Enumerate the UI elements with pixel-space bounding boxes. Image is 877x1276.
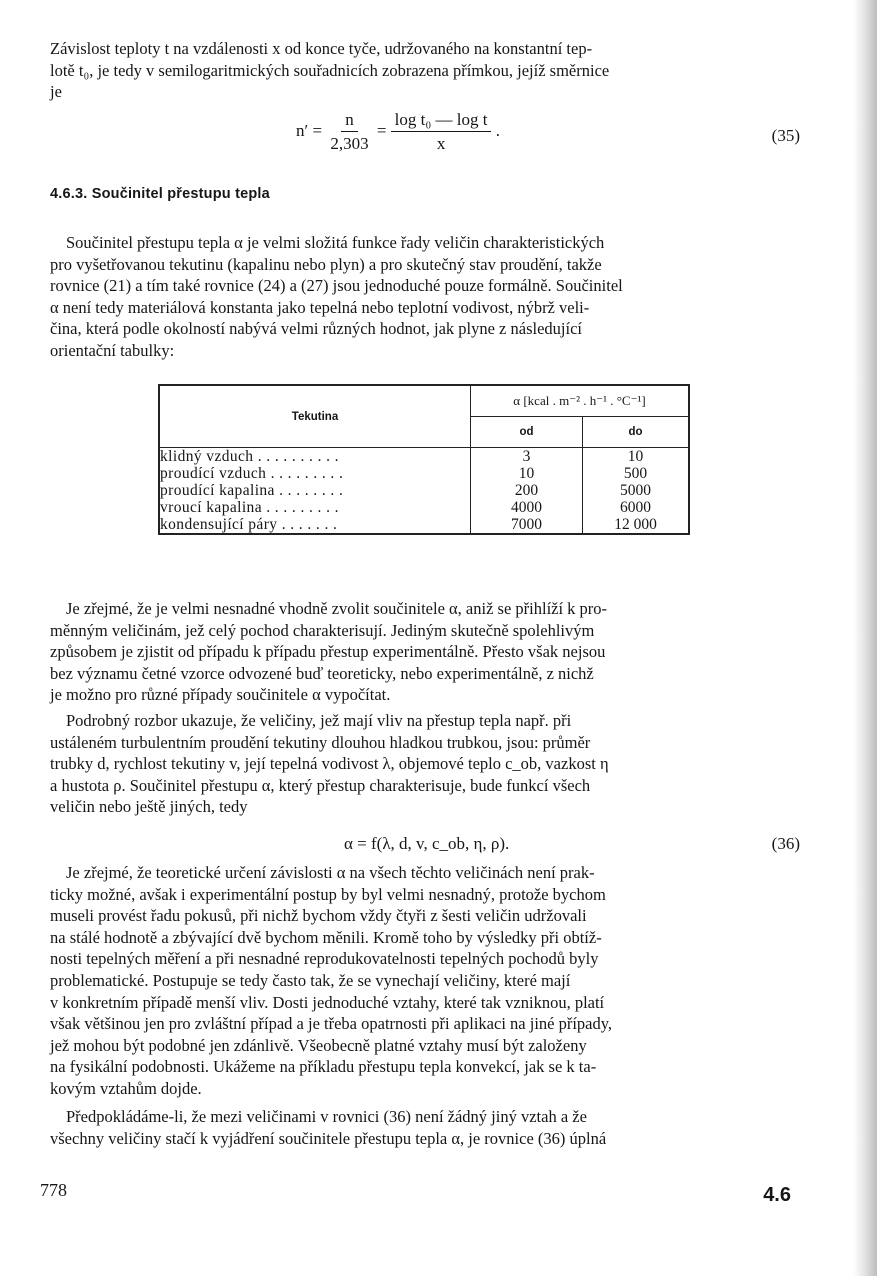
col-to-header: do bbox=[583, 417, 690, 448]
section-number: 4.6 bbox=[763, 1184, 791, 1206]
text-line: na fysikální podobnosti. Ukážeme na příkladu přestupu tepla konvekcí, jak se k ta- bbox=[50, 1057, 597, 1077]
fluid-name: klidný vzduch . . . . . . . . . . bbox=[160, 448, 339, 465]
text-line: bez významu četné vzorce odvozené buď teoreticky, nebo experimentálně, z nichž bbox=[50, 663, 594, 683]
intro-paragraph bbox=[50, 38, 794, 103]
alpha-from-value: 200 bbox=[514, 482, 539, 499]
page-edge-shadow bbox=[853, 0, 877, 1276]
paragraph-1 bbox=[50, 232, 794, 362]
eq35-period: . bbox=[495, 120, 500, 140]
text-line: Podrobný rozbor ukazuje, že veličiny, jež mají vliv na přestup tepla např. při bbox=[66, 711, 572, 730]
text-line: na stálé hodnotě a zbývající dvě bychom měnili. Kromě toho by výsledky při obtíž- bbox=[50, 927, 602, 947]
paragraph-3 bbox=[50, 710, 794, 818]
text-line: ticky možné, avšak i experimentální postup by byl velmi nesnadný, protože bychom bbox=[50, 884, 606, 904]
eq35-lhs: n′ = bbox=[296, 120, 323, 140]
text-line: je možno pro různé případy součinitele α vypočítat. bbox=[50, 685, 391, 705]
text-line: nosti tepelných měření a při nesnadné reprodukovatelnosti tepelných pochodů byly bbox=[50, 949, 599, 969]
section-heading: 4.6.3. Součinitel přestupu tepla bbox=[50, 186, 270, 202]
text-line: pro vyšetřovanou tekutinu (kapalinu nebo plyn) a pro skutečný stav proudění, takže bbox=[50, 254, 602, 274]
text-line: způsobem je zjistit od případu k případu přestup experimentálně. Přesto však nejsou bbox=[50, 642, 606, 662]
text-line: veličin nebo ještě jiných, tedy bbox=[50, 797, 248, 817]
text-line: problematické. Postupuje se tedy často tak, že se vynechají veličiny, které mají bbox=[50, 970, 571, 990]
text-line: rovnice (21) a tím také rovnice (24) a (27) jsou jednoduché pouze formálně. Součinitel bbox=[50, 276, 623, 296]
paragraph-4 bbox=[50, 862, 794, 1100]
text-line: Součinitel přestupu tepla α je velmi složitá funkce řady veličin charakteristických bbox=[66, 233, 605, 252]
col-from-header: od bbox=[471, 417, 583, 448]
text-line: jež mohou být podobné jen zdánlivě. Všeobecně platné vztahy musí být založeny bbox=[50, 1035, 587, 1055]
eq35-number: (35) bbox=[771, 126, 800, 145]
alpha-to-value: 10 bbox=[627, 448, 644, 465]
paragraph-2 bbox=[50, 598, 794, 706]
eq35-den1: 2,303 bbox=[330, 134, 369, 153]
alpha-table bbox=[158, 384, 690, 535]
text-line: a hustota ρ. Součinitel přestupu α, který přestup charakterisuje, bude funkcí všech bbox=[50, 775, 591, 795]
text-line: však většinou jen pro zvláštní případ a je třeba opatrnosti při aplikaci na jiné případy, bbox=[50, 1014, 613, 1034]
eq35-num1: n bbox=[341, 110, 358, 132]
paragraph-5 bbox=[50, 1106, 794, 1149]
text-line: museli provést řadu pokusů, při nichž bychom vždy čtyři z šesti veličin udržovali bbox=[50, 906, 587, 926]
eq35-equals: = bbox=[376, 120, 387, 140]
fluid-name: kondensující páry . . . . . . . bbox=[160, 516, 338, 533]
fluid-name: proudící vzduch . . . . . . . . . bbox=[160, 465, 344, 482]
text-line: trubky d, rychlost tekutiny v, její tepelná vodivost λ, objemové teplo c_ob, vazkost η bbox=[50, 754, 609, 774]
alpha-from-value: 4000 bbox=[511, 499, 542, 516]
alpha-from-value: 10 bbox=[518, 465, 535, 482]
alpha-from-value: 3 bbox=[522, 448, 531, 465]
alpha-to-value: 12 000 bbox=[614, 516, 657, 533]
eq36-formula: α = f(λ, d, v, c_ob, η, ρ). bbox=[344, 834, 510, 853]
text-line: lotě t₀, je tedy v semilogaritmických souřadnicích zobrazena přímkou, jejíž směrnice bbox=[50, 60, 610, 80]
text-line: Je zřejmé, že je velmi nesnadné vhodně zvolit součinitele α, aniž se přihlíží k pro- bbox=[66, 599, 608, 618]
col-fluid-header: Tekutina bbox=[159, 385, 471, 448]
text-line: v konkretním případě menší vliv. Dosti jednoduché vztahy, které tak vzniknou, platí bbox=[50, 992, 605, 1012]
eq35-fraction-1 bbox=[326, 110, 372, 154]
fluid-name-cell bbox=[159, 448, 471, 535]
text-line: orientační tabulky: bbox=[50, 340, 175, 360]
alpha-to-value: 6000 bbox=[620, 499, 651, 516]
alpha-to-value: 5000 bbox=[620, 482, 651, 499]
alpha-from-value: 7000 bbox=[511, 516, 542, 533]
eq35-den2: x bbox=[436, 134, 446, 153]
eq36-number: (36) bbox=[771, 834, 800, 853]
text-line: kovým vztahům dojde. bbox=[50, 1078, 202, 1098]
fluid-name: proudící kapalina . . . . . . . . bbox=[160, 482, 344, 499]
text-line: Předpokládáme-li, že mezi veličinami v rovnici (36) není žádný jiný vztah a že bbox=[66, 1107, 587, 1126]
alpha-to-value: 500 bbox=[623, 465, 648, 482]
fluid-name: vroucí kapalina . . . . . . . . . bbox=[160, 499, 339, 516]
from-values-cell bbox=[471, 448, 583, 535]
text-line: měnným veličinám, jež celý pochod charakterisují. Jediným skutečně spolehlivým bbox=[50, 620, 595, 640]
text-line: Je zřejmé, že teoretické určení závislosti α na všech těchto veličinách není prak- bbox=[66, 863, 595, 882]
to-values-cell bbox=[583, 448, 690, 535]
text-line: α není tedy materiálová konstanta jako tepelná nebo teplotní vodivost, nýbrž veli- bbox=[50, 297, 590, 317]
text-line: čina, která podle okolností nabývá velmi různých hodnot, jak plyne z následující bbox=[50, 319, 582, 339]
col-alpha-header: α [kcal . m⁻² . h⁻¹ . °C⁻¹] bbox=[471, 385, 690, 417]
text-line: je bbox=[50, 82, 62, 102]
eq35-fraction-2 bbox=[391, 110, 492, 154]
text-line: Závislost teploty t na vzdálenosti x od konce tyče, udržovaného na konstantní tep- bbox=[50, 39, 593, 58]
text-line: všechny veličiny stačí k vyjádření součinitele přestupu tepla α, je rovnice (36) úplná bbox=[50, 1128, 607, 1148]
eq35-num2: log t₀ — log t bbox=[391, 110, 492, 132]
text-line: ustáleném turbulentním proudění tekutiny dlouhou hladkou trubkou, jsou: průměr bbox=[50, 732, 591, 752]
page-number: 778 bbox=[40, 1180, 67, 1200]
